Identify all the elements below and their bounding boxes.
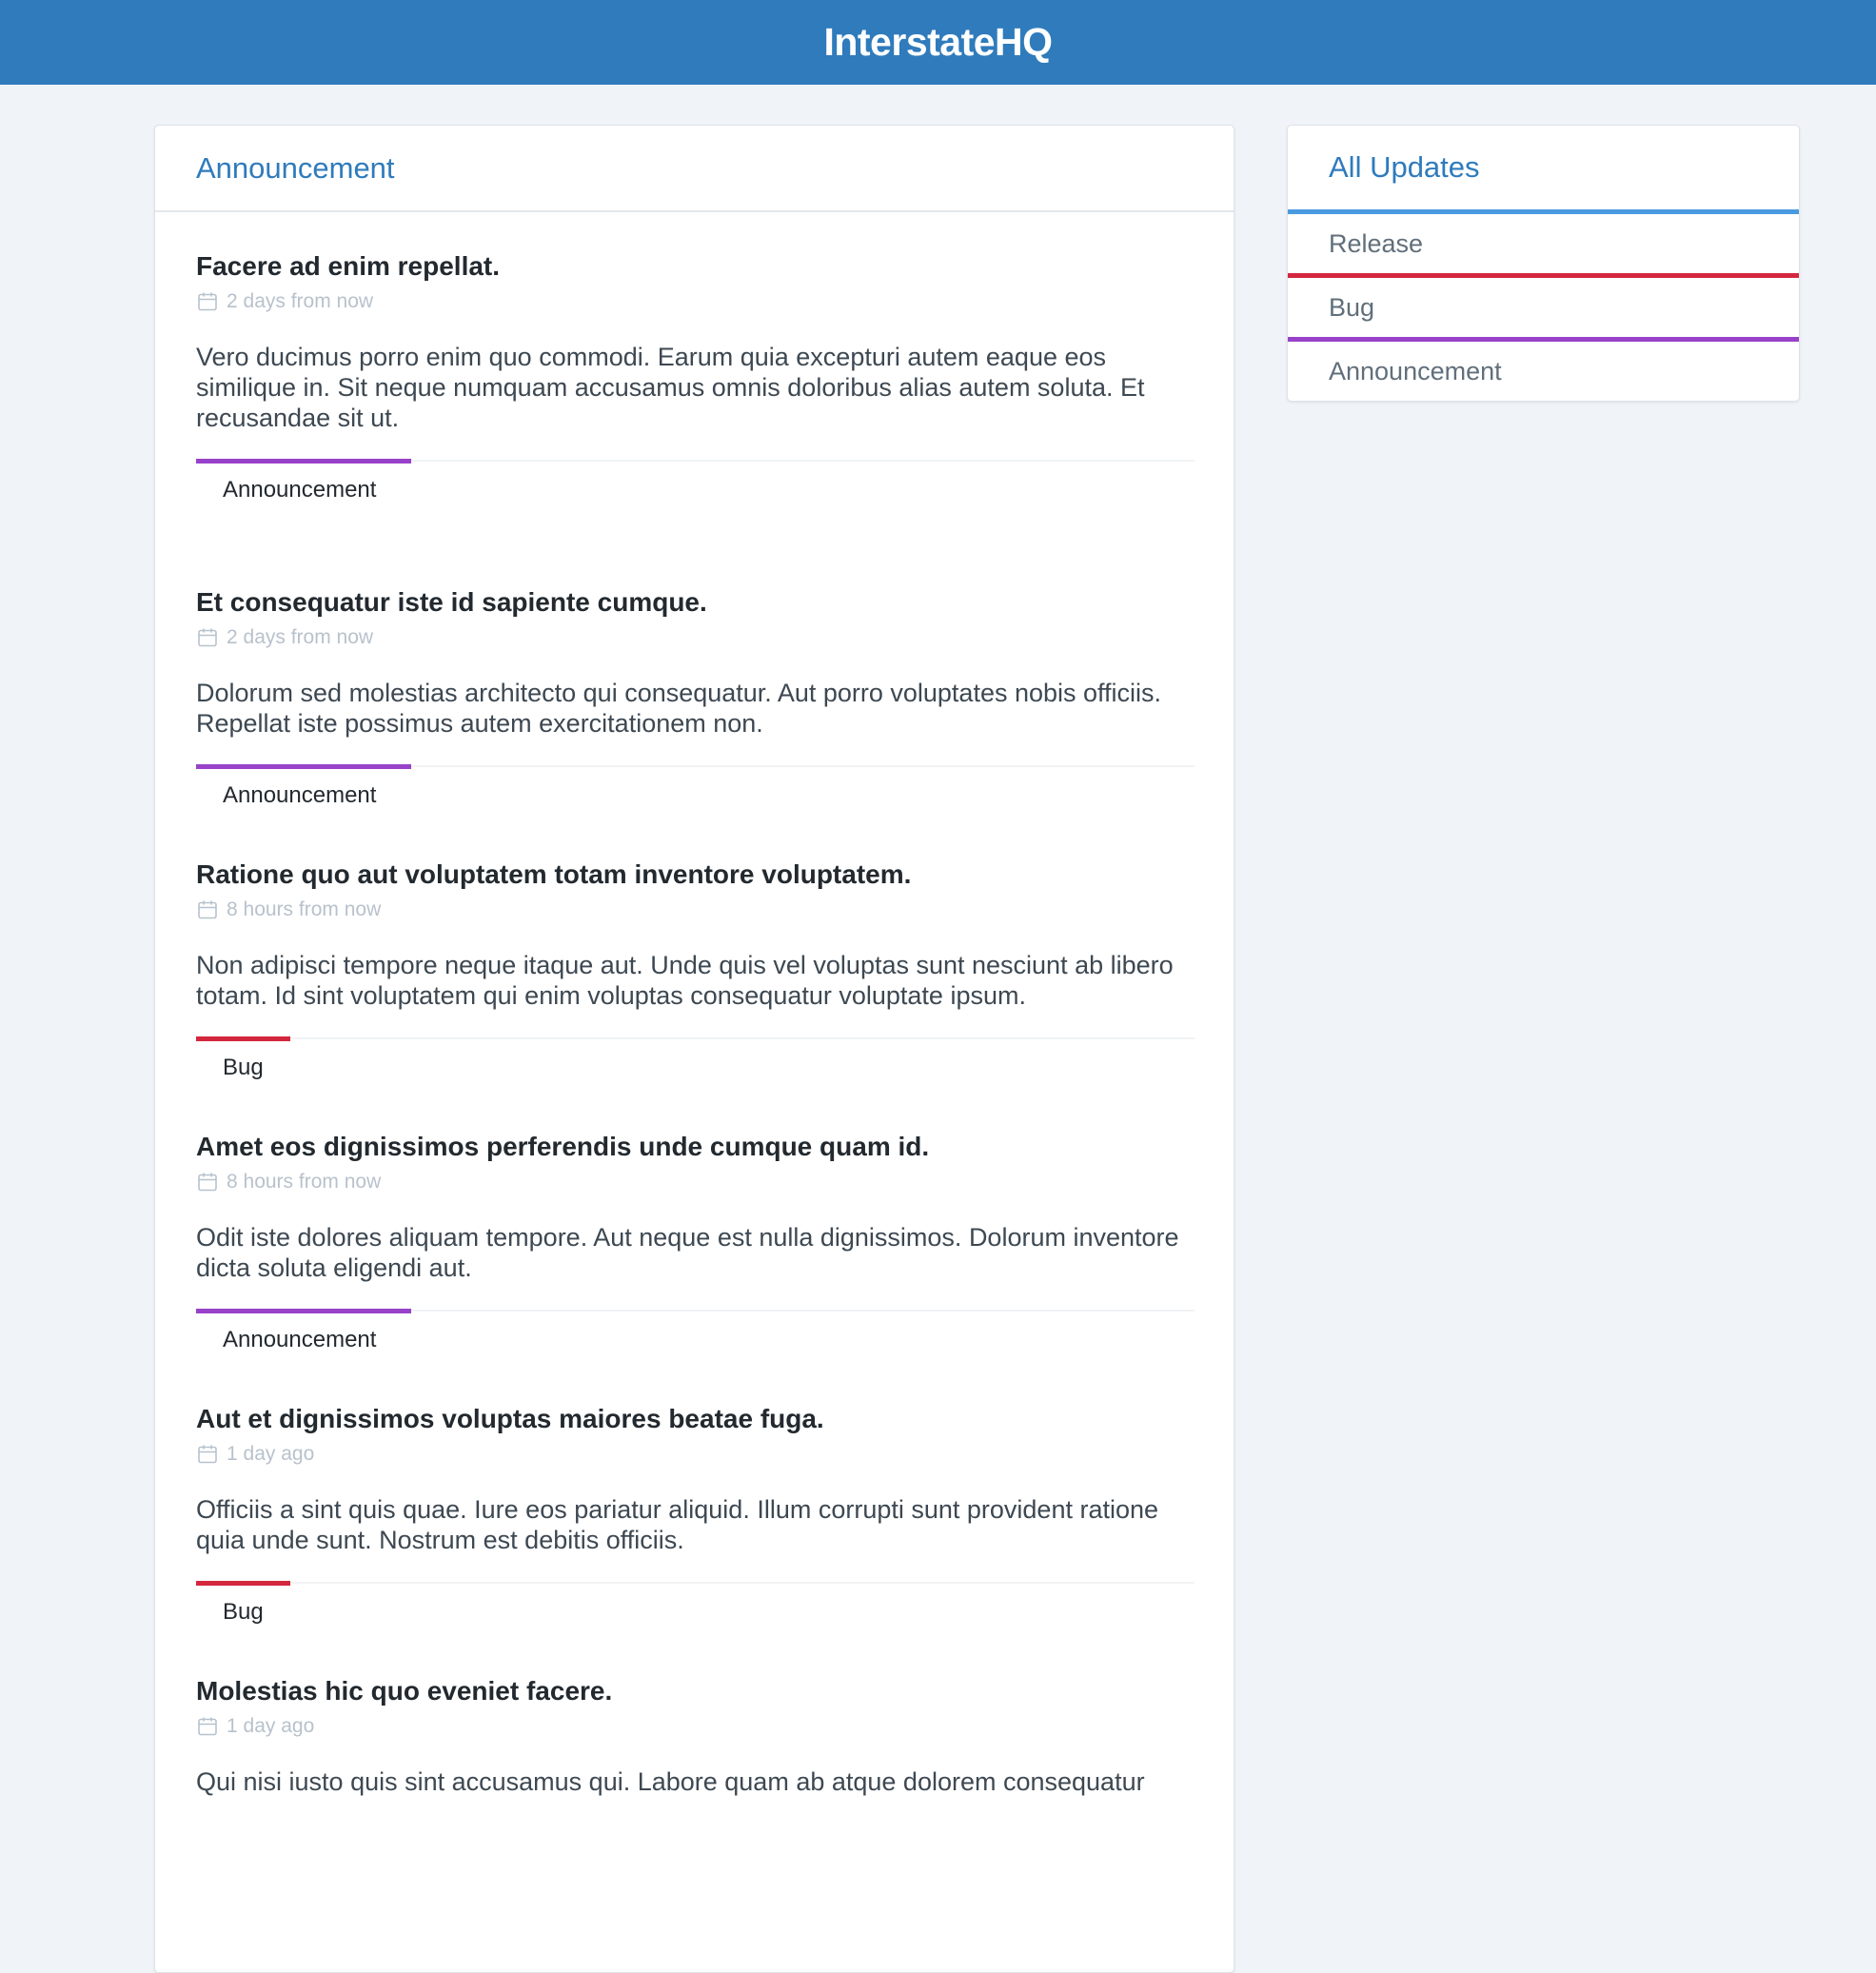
- post-date: [196, 287, 1195, 316]
- tag-color-bar: [196, 459, 411, 464]
- update-post: [196, 1095, 1195, 1367]
- tag-label[interactable]: Bug: [223, 1599, 264, 1625]
- post-tag[interactable]: [196, 1310, 1195, 1353]
- post-date: [196, 896, 1195, 924]
- updates-feed-card: [154, 125, 1234, 1973]
- post-title[interactable]: Aut et dignissimos voluptas maiores beatae fuga.: [196, 1404, 824, 1433]
- update-post: [196, 550, 1195, 822]
- filter-item-label[interactable]: Bug: [1329, 292, 1375, 322]
- top-navbar: [0, 0, 1876, 85]
- post-title[interactable]: Et consequatur iste id sapiente cumque.: [196, 587, 707, 617]
- post-tag[interactable]: [196, 460, 1195, 503]
- update-post: [196, 822, 1195, 1095]
- post-title[interactable]: Molestias hic quo eveniet facere.: [196, 1676, 613, 1706]
- post-date-text: 1 day ago: [227, 1443, 315, 1465]
- feed-list: [155, 212, 1234, 1911]
- filter-item-label[interactable]: Announcement: [1329, 356, 1502, 385]
- post-tag[interactable]: [196, 765, 1195, 809]
- calendar-icon: [196, 898, 219, 921]
- post-title[interactable]: Facere ad enim repellat.: [196, 251, 501, 281]
- filter-item-announcement[interactable]: [1288, 342, 1799, 401]
- feed-title: Announcement: [196, 150, 395, 185]
- post-body: Dolorum sed molestias architecto qui consequatur. Aut porro voluptates nobis officiis. Repellat iste possimus autem exercitationem non.: [196, 679, 1162, 738]
- updates-filter-card: [1287, 125, 1800, 402]
- tag-label[interactable]: Announcement: [223, 1327, 377, 1352]
- post-date: [196, 1712, 1195, 1741]
- post-date-text: 2 days from now: [227, 290, 374, 312]
- update-post: [196, 1639, 1195, 1911]
- tag-label[interactable]: Bug: [223, 1055, 264, 1080]
- update-post: [196, 212, 1195, 550]
- filter-item-label[interactable]: Release: [1329, 228, 1424, 258]
- brand-logo[interactable]: InterstateHQ: [823, 20, 1053, 64]
- filter-title-all-updates[interactable]: All Updates: [1329, 150, 1480, 184]
- feed-header: [155, 126, 1234, 212]
- calendar-icon: [196, 290, 219, 313]
- post-title[interactable]: Amet eos dignissimos perferendis unde cumque quam id.: [196, 1132, 930, 1161]
- post-date: [196, 623, 1195, 652]
- post-body: Odit iste dolores aliquam tempore. Aut neque est nulla dignissimos. Dolorum inventore dicta soluta eligendi aut.: [196, 1223, 1179, 1282]
- calendar-icon: [196, 1171, 219, 1194]
- tag-label[interactable]: Announcement: [223, 782, 377, 808]
- filter-item-bug[interactable]: [1288, 278, 1799, 342]
- post-date: [196, 1440, 1195, 1469]
- post-body: Vero ducimus porro enim quo commodi. Earum quia excepturi autem eaque eos similique in. Sit neque numquam accusamus omnis doloribus alias autem soluta. Et recusandae sit ut.: [196, 343, 1145, 432]
- calendar-icon: [196, 1715, 219, 1738]
- filter-list: [1288, 214, 1799, 401]
- post-date-text: 8 hours from now: [227, 1171, 382, 1193]
- tag-label[interactable]: Announcement: [223, 477, 377, 503]
- tag-color-bar: [196, 1581, 290, 1586]
- filter-header[interactable]: [1288, 126, 1799, 214]
- post-date: [196, 1168, 1195, 1196]
- calendar-icon: [196, 1443, 219, 1466]
- post-body: Officiis a sint quis quae. Iure eos pariatur aliquid. Illum corrupti sunt provident ratione quia unde sunt. Nostrum est debitis officiis.: [196, 1495, 1159, 1554]
- post-tag[interactable]: [196, 1037, 1195, 1081]
- tag-color-bar: [196, 764, 411, 769]
- update-post: [196, 1367, 1195, 1639]
- post-body: Non adipisci tempore neque itaque aut. Unde quis vel voluptas sunt nesciunt ab libero totam. Id sint voluptatem qui enim voluptas consequatur voluptate ipsum.: [196, 951, 1174, 1010]
- filter-item-release[interactable]: [1288, 214, 1799, 278]
- post-date-text: 8 hours from now: [227, 898, 382, 920]
- tag-color-bar: [196, 1309, 411, 1313]
- post-date-text: 2 days from now: [227, 626, 374, 648]
- calendar-icon: [196, 626, 219, 649]
- post-date-text: 1 day ago: [227, 1715, 315, 1737]
- post-body: Qui nisi iusto quis sint accusamus qui. Labore quam ab atque dolorem consequatur: [196, 1767, 1145, 1796]
- post-title[interactable]: Ratione quo aut voluptatem totam inventore voluptatem.: [196, 859, 912, 889]
- tag-color-bar: [196, 1036, 290, 1041]
- post-tag[interactable]: [196, 1582, 1195, 1626]
